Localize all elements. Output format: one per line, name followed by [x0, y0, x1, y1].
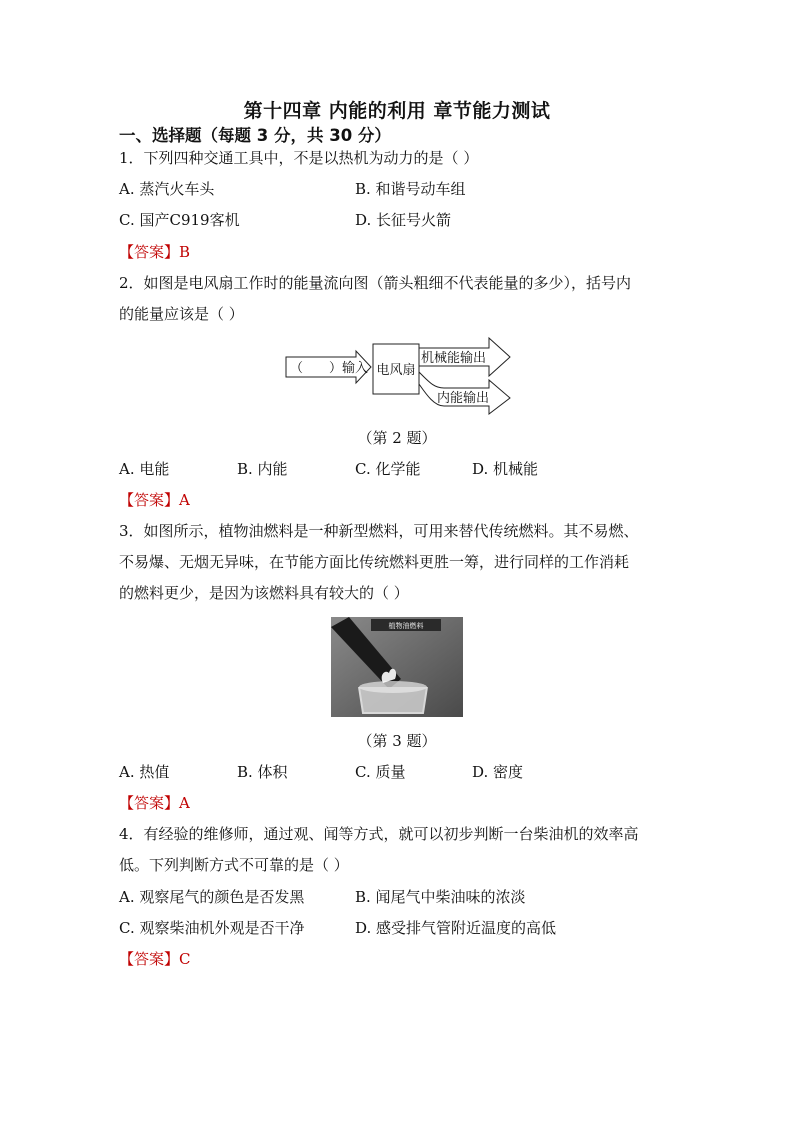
figure-2-caption: （第 2 题） [357, 429, 437, 447]
answer-value: B [179, 243, 191, 261]
q4-option-d: D. 感受排气管附近温度的高低 [355, 919, 557, 937]
question-1-stem: 1．下列四种交通工具中，不是以热机为动力的是（ ） [119, 149, 479, 167]
question-2-stem-line-2: 的能量应该是（ ） [119, 305, 244, 323]
energy-flow-diagram [284, 336, 514, 416]
question-3-stem-line-3: 的燃料更少，是因为该燃料具有较大的（ ） [119, 584, 409, 602]
q4-option-b: B. 闻尾气中柴油味的浓淡 [355, 888, 526, 906]
question-3-stem-line-2: 不易爆、无烟无异味，在节能方面比传统燃料更胜一筹，进行同样的工作消耗 [119, 553, 630, 571]
q1-option-d: D. 长征号火箭 [355, 211, 452, 229]
q2-option-a: A. 电能 [119, 460, 170, 478]
figure-3-caption: （第 3 题） [357, 732, 437, 750]
q4-option-c: C. 观察柴油机外观是否干净 [119, 919, 305, 937]
q1-answer [119, 242, 190, 262]
page-title: 第十四章 内能的利用 章节能力测试 [243, 100, 551, 122]
question-2-stem-line-1: 2．如图是电风扇工作时的能量流向图（箭头粗细不代表能量的多少），括号内 [119, 274, 632, 292]
answer-value: A [179, 794, 190, 812]
q3-option-b: B. 体积 [237, 763, 288, 781]
question-4-stem-line-2: 低。下列判断方式不可靠的是（ ） [119, 856, 349, 874]
q4-option-a: A. 观察尾气的颜色是否发黑 [119, 888, 305, 906]
q2-option-b: B. 内能 [237, 460, 288, 478]
q1-option-b: B. 和谐号动车组 [355, 180, 466, 198]
q4-answer [119, 949, 191, 969]
plant-oil-fuel-photo [331, 617, 463, 717]
answer-value: A [179, 491, 190, 509]
answer-label: 【答案】 [119, 794, 180, 812]
mechanical-output-label: 机械能输出 [421, 351, 487, 366]
q1-option-c: C. 国产C919客机 [119, 211, 240, 229]
q1-option-a: A. 蒸汽火车头 [119, 180, 215, 198]
answer-label: 【答案】 [119, 491, 180, 509]
answer-label: 【答案】 [119, 243, 180, 261]
thermal-output-label: 内能输出 [437, 391, 490, 406]
fan-label: 电风扇 [376, 363, 416, 378]
question-4-stem-line-1: 4．有经验的维修师，通过观、闻等方式，就可以初步判断一台柴油机的效率高 [119, 825, 639, 843]
q3-answer [119, 793, 190, 813]
q3-option-d: D. 密度 [472, 763, 524, 781]
q2-option-c: C. 化学能 [355, 460, 421, 478]
q2-answer [119, 490, 190, 510]
photo-illustration [331, 617, 463, 717]
q2-option-d: D. 机械能 [472, 460, 539, 478]
q3-option-c: C. 质量 [355, 763, 406, 781]
answer-label: 【答案】 [119, 950, 180, 968]
q3-option-a: A. 热值 [119, 763, 170, 781]
section-heading: 一、选择题（每题 3 分，共 30 分） [119, 126, 391, 145]
photo-label: 植物油燃料 [388, 622, 424, 630]
input-label: （ ）输入 [290, 361, 369, 376]
question-3-stem-line-1: 3．如图所示，植物油燃料是一种新型燃料，可用来替代传统燃料。其不易燃、 [119, 522, 639, 540]
answer-value: C [179, 950, 191, 968]
